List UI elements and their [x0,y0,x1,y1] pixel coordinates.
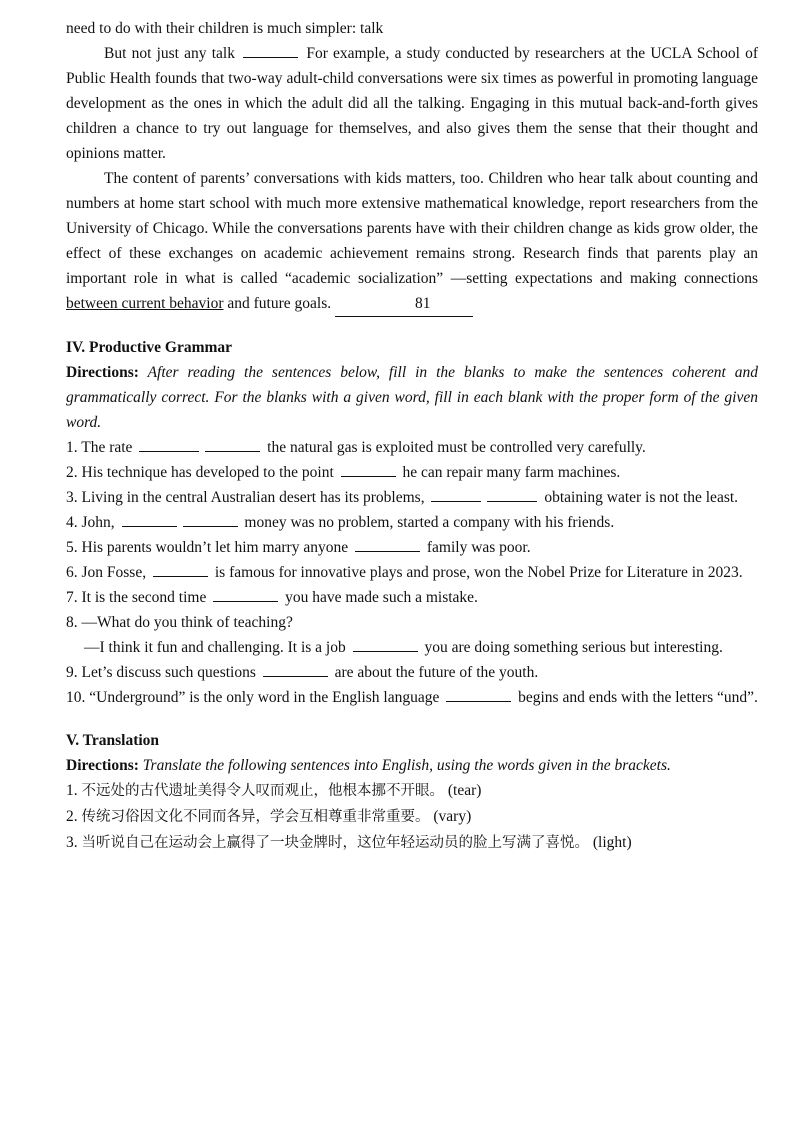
given-word: (vary) [433,808,472,825]
item-text: 8. —What do you think of teaching? [66,614,293,631]
exam-page [66,16,758,856]
reading-passage [66,16,758,317]
item-number: 2. [66,808,78,825]
item-text: you are doing something serious but interesting. [424,639,723,656]
section-directions [66,360,758,435]
answer-blank[interactable] [487,488,537,502]
item-text: money was no problem, started a company with his friends. [244,514,615,531]
answer-blank[interactable] [183,513,238,527]
grammar-item [66,685,758,710]
answer-blank[interactable] [122,513,177,527]
answer-blank[interactable] [341,463,396,477]
passage-text: For example, a study conducted by researchers at the UCLA School of Public Health founds that two-way adult-child conversations were six times as powerful in promoting language development as the ones in which the adult did all the talking. Engaging in this mutual back-and-forth gives children a chance to try out language for themselves, and also gives them the sense that their thought and opinions matter. [66,45,759,162]
grammar-item [66,510,758,535]
passage-text: The content of parents’ conversations with kids matters, too. Children who hear talk about counting and numbers at home start school with much more extensive mathematical knowledge, report researchers from the University of Chicago. While the conversations parents have with their children change as kids grow older, the effect of these exchanges on academic achievement remains strong. Research finds that parents play an important role in what is called “academic socialization” —setting expectations and making connections [66,170,758,287]
grammar-item [66,435,758,460]
grammar-section [66,335,758,710]
grammar-item [66,660,758,685]
underlined-phrase: between current behavior [66,295,224,312]
answer-blank[interactable] [431,488,481,502]
passage-paragraph [66,166,758,317]
item-number: 3. [66,834,78,851]
item-text: begins and ends with the letters “und”. [518,689,758,706]
grammar-item [66,485,758,510]
given-word: (tear) [447,782,482,799]
translation-item [66,830,758,856]
blank-81[interactable] [335,291,473,317]
item-number: 1. [66,782,78,799]
section-heading: IV. Productive Grammar [66,339,233,356]
item-text: obtaining water is not the least. [544,489,739,506]
chinese-sentence: 不远处的古代遗址美得令人叹而观止，他根本挪不开眼。 [81,783,444,799]
section-heading: V. Translation [66,732,160,749]
item-text: 6. Jon Fosse, [66,564,147,581]
answer-blank[interactable] [355,538,420,552]
passage-text: But not just any talk [104,45,235,62]
grammar-item [66,460,758,485]
answer-blank[interactable] [153,563,208,577]
item-text: are about the future of the youth. [334,664,539,681]
answer-blank[interactable] [205,438,260,452]
translation-section [66,728,758,856]
item-text: 1. The rate [66,439,133,456]
section-directions [66,753,758,778]
answer-blank[interactable] [213,588,278,602]
directions-text: Translate the following sentences into English, using the words given in the brackets. [142,757,671,774]
given-word: (light) [592,834,632,851]
passage-line: need to do with their children is much simpler: talk [66,20,384,37]
item-text: 2. His technique has developed to the point [66,464,334,481]
item-text: family was poor. [426,539,531,556]
item-text: 9. Let’s discuss such questions [66,664,256,681]
grammar-item [66,610,758,635]
grammar-item [66,560,758,585]
answer-blank[interactable] [243,44,298,58]
item-text: —I think it fun and challenging. It is a job [84,639,346,656]
chinese-sentence: 当听说自己在运动会上赢得了一块金牌时，这位年轻运动员的脸上写满了喜悦。 [81,835,589,851]
chinese-sentence: 传统习俗因文化不同而各异，学会互相尊重非常重要。 [81,809,430,825]
item-text: 10. “Underground” is the only word in the English language [66,689,440,706]
grammar-item [66,635,758,660]
translation-item [66,804,758,830]
item-text: is famous for innovative plays and prose, won the Nobel Prize for Literature in 2023. [214,564,743,581]
grammar-item [66,585,758,610]
blank-number: 81 [415,295,431,312]
item-text: 7. It is the second time [66,589,207,606]
directions-text: After reading the sentences below, fill in the blanks to make the sentences coherent and grammatically correct. For the blanks with a given word, fill in each blank with the proper form of the given word. [66,364,758,431]
item-text: he can repair many farm machines. [402,464,621,481]
answer-blank[interactable] [446,688,511,702]
grammar-item [66,535,758,560]
directions-label: Directions: [66,757,139,774]
item-text: 4. John, [66,514,115,531]
passage-text: and future goals. [227,295,332,312]
answer-blank[interactable] [353,638,418,652]
item-text: 5. His parents wouldn’t let him marry anyone [66,539,349,556]
answer-blank[interactable] [263,663,328,677]
item-text: 3. Living in the central Australian desert has its problems, [66,489,425,506]
item-text: the natural gas is exploited must be controlled very carefully. [267,439,646,456]
directions-label: Directions: [66,364,139,381]
item-text: you have made such a mistake. [285,589,478,606]
translation-item [66,778,758,804]
answer-blank[interactable] [139,438,199,452]
passage-paragraph [66,41,758,166]
